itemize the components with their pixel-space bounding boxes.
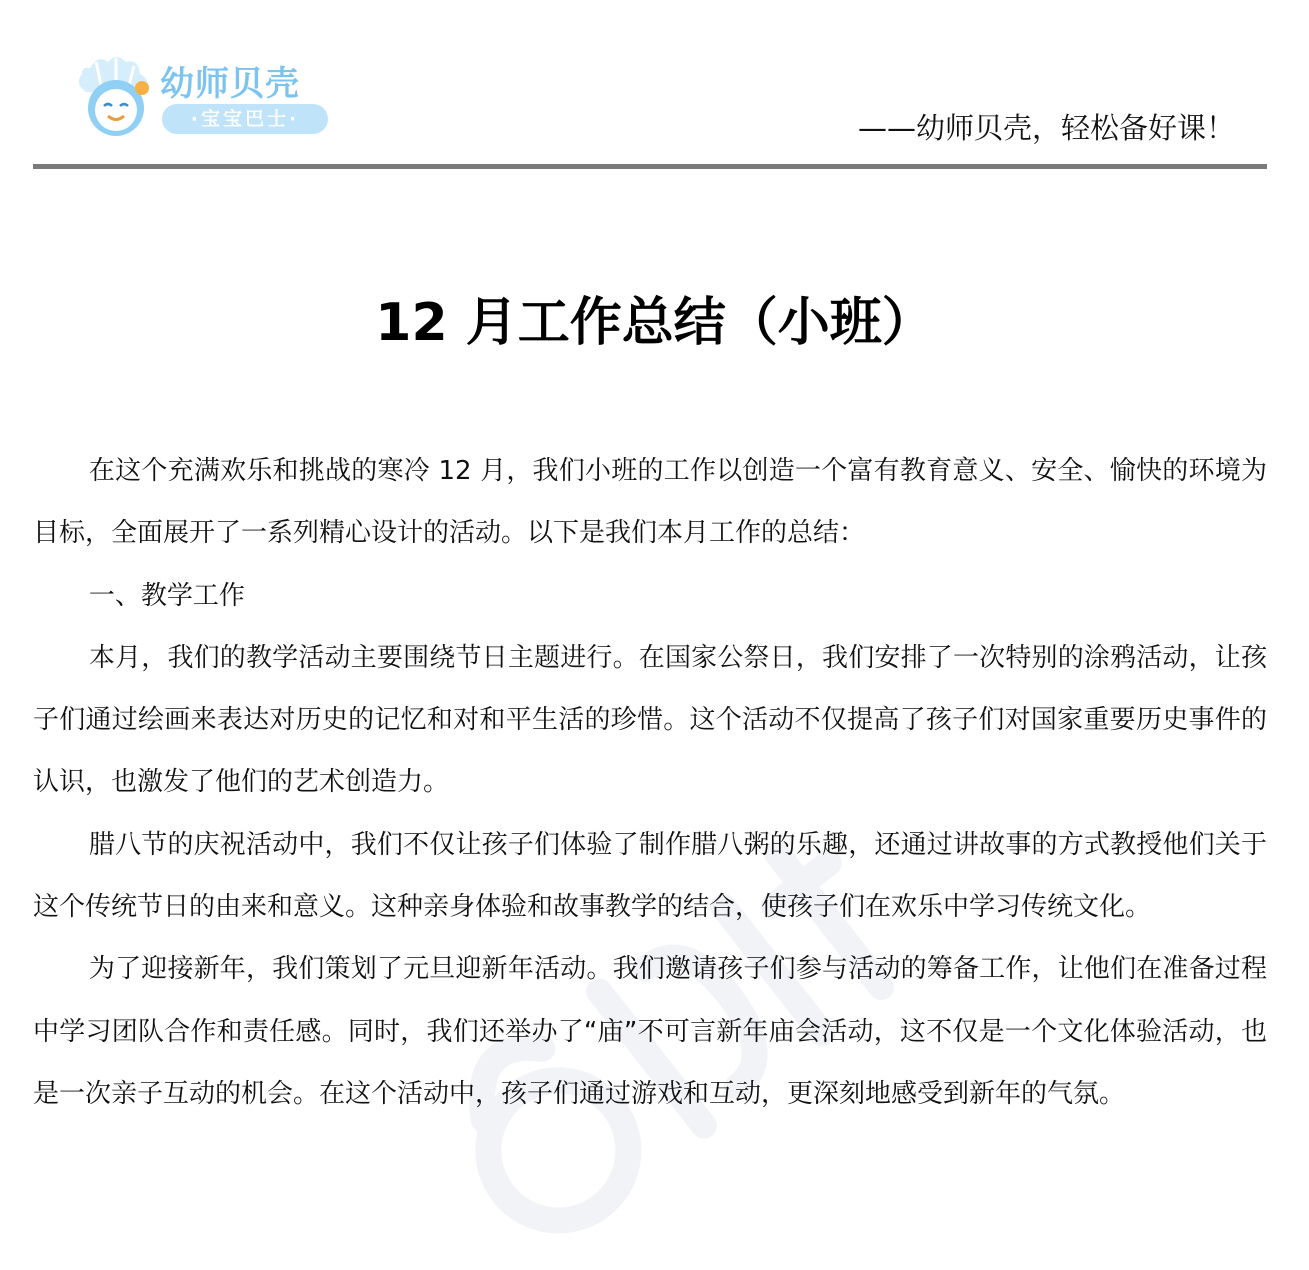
- brand-logo: [60, 48, 340, 140]
- document-body: [33, 440, 1267, 1125]
- paragraph-laba: 腊八节的庆祝活动中，我们不仅让孩子们体验了制作腊八粥的乐趣，还通过讲故事的方式教授他们关于这个传统节日的由来和意义。这种亲身体验和故事教学的结合，使孩子们在欢乐中学习传统文化。: [33, 829, 1267, 923]
- brand-subtitle: ·宝宝巴士·: [162, 104, 328, 134]
- brand-name: 幼师贝壳: [160, 64, 300, 104]
- header-divider: [33, 164, 1267, 169]
- paragraph-new-year: 为了迎接新年，我们策划了元旦迎新年活动。我们邀请孩子们参与活动的筹备工作，让他们在准备过程中学习团队合作和责任感。同时，我们还举办了“庙”不可言新年庙会活动，这不仅是一个文化体验活动，也是一次亲子互动的机会。在这个活动中，孩子们通过游戏和互动，更深刻地感受到新年的气氛。: [33, 954, 1267, 1109]
- section-heading-teaching: 一、教学工作: [88, 580, 245, 611]
- paragraph-teaching: 本月，我们的教学活动主要围绕节日主题进行。在国家公祭日，我们安排了一次特别的涂鸦活动，让孩子们通过绘画来表达对历史的记忆和对和平生活的珍惜。这个活动不仅提高了孩子们对国家重要历史事件的认识，也激发了他们的艺术创造力。: [33, 642, 1267, 798]
- header-slogan: ——幼师贝壳，轻松备好课！: [857, 111, 1235, 145]
- document-title: 12 月工作总结（小班）: [375, 293, 934, 353]
- paragraph-intro: 在这个充满欢乐和挑战的寒冷 12 月，我们小班的工作以创造一个富有教育意义、安全、愉快的环境为目标，全面展开了一系列精心设计的活动。以下是我们本月工作的总结：: [33, 456, 1267, 549]
- shell-logo-icon: [60, 48, 160, 140]
